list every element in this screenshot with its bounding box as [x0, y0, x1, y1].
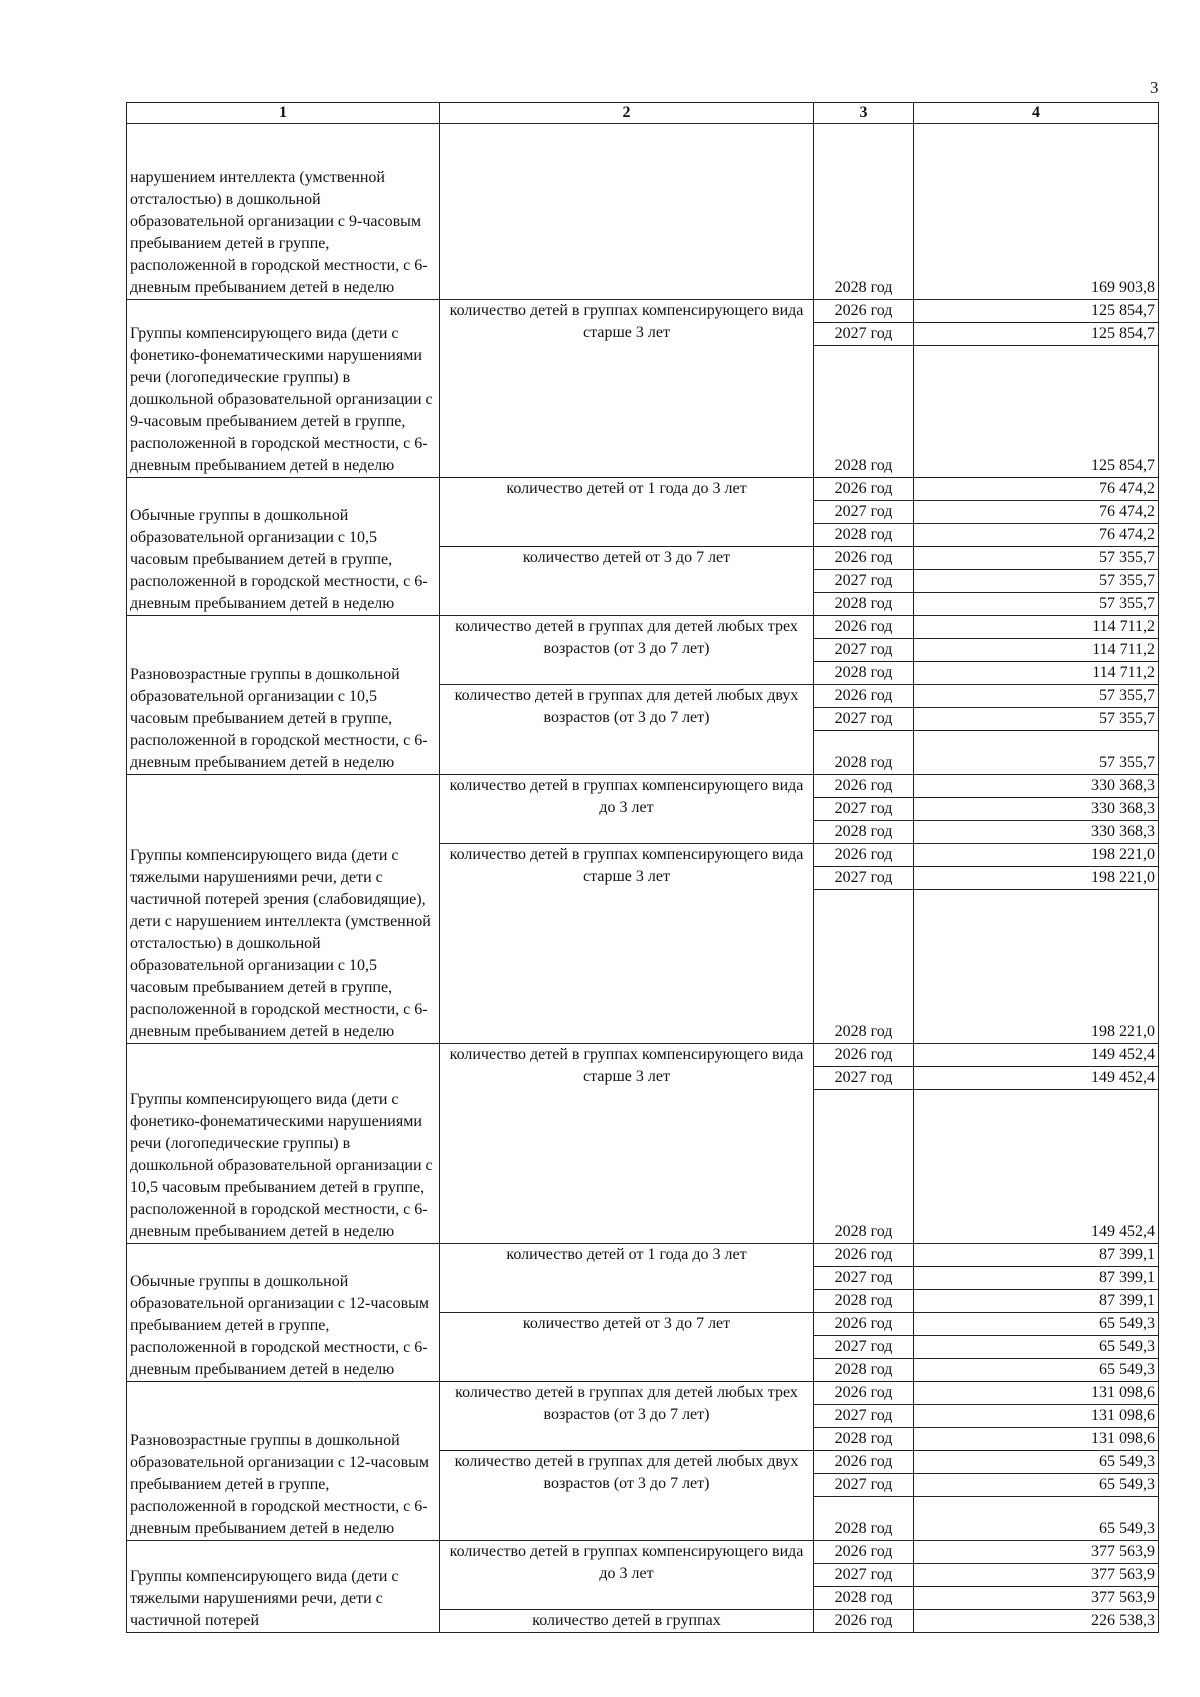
year-cell: 2027 год [814, 1336, 914, 1359]
value-cell: 131 098,6 [914, 1405, 1159, 1428]
year-cell: 2026 год [814, 775, 914, 798]
indicator-description: количество детей в группах компенсирующего вида до 3 лет [440, 775, 814, 844]
year-cell: 2028 год [814, 1090, 914, 1244]
year-cell: 2026 год [814, 685, 914, 708]
value-cell: 57 355,7 [914, 570, 1159, 593]
year-cell: 2028 год [814, 524, 914, 547]
year-cell: 2027 год [814, 1564, 914, 1587]
table-row [127, 478, 1159, 501]
value-cell: 330 368,3 [914, 798, 1159, 821]
year-cell: 2027 год [814, 501, 914, 524]
year-cell: 2026 год [814, 1382, 914, 1405]
group-name: нарушением интеллекта (умственной отсталостью) в дошкольной образовательной организации с 9-часовым пребыванием детей в группе, расположенной в городской местности, с 6-дневным пребыванием детей в неделю [127, 124, 440, 300]
indicator-description: количество детей в группах для детей любых двух возрастов (от 3 до 7 лет) [440, 685, 814, 775]
year-cell: 2028 год [814, 124, 914, 300]
year-cell: 2026 год [814, 1044, 914, 1067]
value-cell: 198 221,0 [914, 867, 1159, 890]
indicator-description: количество детей в группах компенсирующего вида до 3 лет [440, 1541, 814, 1610]
year-cell: 2028 год [814, 346, 914, 478]
group-name: Разновозрастные группы в дошкольной образовательной организации с 10,5 часовым пребыванием детей в группе, расположенной в городской местности, с 6-дневным пребыванием детей в неделю [127, 616, 440, 775]
value-cell: 76 474,2 [914, 501, 1159, 524]
year-cell: 2028 год [814, 890, 914, 1044]
page-number: 3 [1150, 78, 1159, 97]
indicator-description: количество детей от 1 года до 3 лет [440, 478, 814, 547]
group-name: Разновозрастные группы в дошкольной образовательной организации с 12-часовым пребыванием детей в группе, расположенной в городской местности, с 6-дневным пребыванием детей в неделю [127, 1382, 440, 1541]
value-cell: 87 399,1 [914, 1290, 1159, 1313]
year-cell: 2028 год [814, 1497, 914, 1541]
value-cell: 149 452,4 [914, 1090, 1159, 1244]
year-cell: 2027 год [814, 708, 914, 731]
indicator-description: количество детей в группах для детей любых трех возрастов (от 3 до 7 лет) [440, 616, 814, 685]
year-cell: 2028 год [814, 1428, 914, 1451]
value-cell: 57 355,7 [914, 708, 1159, 731]
year-cell: 2027 год [814, 570, 914, 593]
value-cell: 377 563,9 [914, 1541, 1159, 1564]
tariff-table [126, 102, 1159, 1633]
year-cell: 2026 год [814, 300, 914, 323]
table-row [127, 1244, 1159, 1267]
value-cell: 114 711,2 [914, 616, 1159, 639]
value-cell: 65 549,3 [914, 1359, 1159, 1382]
year-cell: 2026 год [814, 547, 914, 570]
year-cell: 2027 год [814, 1405, 914, 1428]
value-cell: 65 549,3 [914, 1451, 1159, 1474]
value-cell: 65 549,3 [914, 1336, 1159, 1359]
indicator-description: количество детей в группах для детей любых трех возрастов (от 3 до 7 лет) [440, 1382, 814, 1451]
value-cell: 125 854,7 [914, 323, 1159, 346]
value-cell: 57 355,7 [914, 685, 1159, 708]
group-name: Группы компенсирующего вида (дети с тяжелыми нарушениями речи, дети с частичной потерей зрения (слабовидящие), дети с нарушением интеллекта (умственной отсталостью) в дошкольной образовательной организации с 10,5 часовым пребыванием детей в группе, расположенной в городской местности, с 6-дневным пребыванием детей в неделю [127, 775, 440, 1044]
value-cell: 125 854,7 [914, 300, 1159, 323]
table-row [127, 775, 1159, 798]
indicator-description [440, 124, 814, 300]
column-header-4: 4 [914, 103, 1159, 124]
year-cell: 2026 год [814, 844, 914, 867]
year-cell: 2027 год [814, 323, 914, 346]
column-number-row [127, 103, 1159, 124]
value-cell: 57 355,7 [914, 593, 1159, 616]
indicator-description: количество детей от 3 до 7 лет [440, 547, 814, 616]
indicator-description: количество детей в группах для детей любых двух возрастов (от 3 до 7 лет) [440, 1451, 814, 1541]
value-cell: 65 549,3 [914, 1497, 1159, 1541]
value-cell: 87 399,1 [914, 1244, 1159, 1267]
year-cell: 2028 год [814, 1359, 914, 1382]
value-cell: 57 355,7 [914, 731, 1159, 775]
value-cell: 65 549,3 [914, 1474, 1159, 1497]
group-name: Группы компенсирующего вида (дети с тяжелыми нарушениями речи, дети с частичной потерей [127, 1541, 440, 1633]
value-cell: 114 711,2 [914, 639, 1159, 662]
value-cell: 76 474,2 [914, 524, 1159, 547]
year-cell: 2027 год [814, 1067, 914, 1090]
value-cell: 198 221,0 [914, 844, 1159, 867]
year-cell: 2028 год [814, 662, 914, 685]
value-cell: 169 903,8 [914, 124, 1159, 300]
year-cell: 2028 год [814, 821, 914, 844]
table-row [127, 1382, 1159, 1405]
year-cell: 2026 год [814, 1313, 914, 1336]
year-cell: 2027 год [814, 1267, 914, 1290]
value-cell: 330 368,3 [914, 821, 1159, 844]
value-cell: 125 854,7 [914, 346, 1159, 478]
year-cell: 2028 год [814, 1587, 914, 1610]
value-cell: 114 711,2 [914, 662, 1159, 685]
indicator-description: количество детей в группах компенсирующего вида старше 3 лет [440, 1044, 814, 1244]
group-name: Группы компенсирующего вида (дети с фонетико-фонематическими нарушениями речи (логопедические группы) в дошкольной образовательной организации с 9-часовым пребыванием детей в группе, расположенной в городской местности, с 6-дневным пребыванием детей в неделю [127, 300, 440, 478]
column-header-3: 3 [814, 103, 914, 124]
year-cell: 2026 год [814, 1541, 914, 1564]
table-row [127, 124, 1159, 300]
year-cell: 2028 год [814, 1290, 914, 1313]
table-row [127, 616, 1159, 639]
table-row [127, 300, 1159, 323]
column-header-1: 1 [127, 103, 440, 124]
year-cell: 2028 год [814, 731, 914, 775]
year-cell: 2026 год [814, 616, 914, 639]
group-name: Обычные группы в дошкольной образовательной организации с 10,5 часовым пребыванием детей в группе, расположенной в городской местности, с 6-дневным пребыванием детей в неделю [127, 478, 440, 616]
value-cell: 377 563,9 [914, 1587, 1159, 1610]
group-name: Группы компенсирующего вида (дети с фонетико-фонематическими нарушениями речи (логопедические группы) в дошкольной образовательной организации с 10,5 часовым пребыванием детей в группе, расположенной в городской местности, с 6-дневным пребыванием детей в неделю [127, 1044, 440, 1244]
year-cell: 2026 год [814, 478, 914, 501]
table-row [127, 1044, 1159, 1067]
value-cell: 57 355,7 [914, 547, 1159, 570]
year-cell: 2026 год [814, 1244, 914, 1267]
value-cell: 149 452,4 [914, 1044, 1159, 1067]
year-cell: 2027 год [814, 639, 914, 662]
value-cell: 131 098,6 [914, 1382, 1159, 1405]
value-cell: 226 538,3 [914, 1610, 1159, 1633]
year-cell: 2027 год [814, 867, 914, 890]
value-cell: 131 098,6 [914, 1428, 1159, 1451]
value-cell: 76 474,2 [914, 478, 1159, 501]
group-name: Обычные группы в дошкольной образовательной организации с 12-часовым пребыванием детей в группе, расположенной в городской местности, с 6-дневным пребыванием детей в неделю [127, 1244, 440, 1382]
value-cell: 149 452,4 [914, 1067, 1159, 1090]
year-cell: 2026 год [814, 1451, 914, 1474]
value-cell: 198 221,0 [914, 890, 1159, 1044]
indicator-description: количество детей в группах компенсирующего вида старше 3 лет [440, 844, 814, 1044]
year-cell: 2028 год [814, 593, 914, 616]
value-cell: 87 399,1 [914, 1267, 1159, 1290]
value-cell: 330 368,3 [914, 775, 1159, 798]
indicator-description: количество детей от 1 года до 3 лет [440, 1244, 814, 1313]
indicator-description: количество детей от 3 до 7 лет [440, 1313, 814, 1382]
year-cell: 2027 год [814, 1474, 914, 1497]
year-cell: 2026 год [814, 1610, 914, 1633]
indicator-description: количество детей в группах [440, 1610, 814, 1633]
table-body [127, 124, 1159, 1633]
year-cell: 2027 год [814, 798, 914, 821]
indicator-description: количество детей в группах компенсирующего вида старше 3 лет [440, 300, 814, 478]
value-cell: 65 549,3 [914, 1313, 1159, 1336]
table-row [127, 1541, 1159, 1564]
value-cell: 377 563,9 [914, 1564, 1159, 1587]
column-header-2: 2 [440, 103, 814, 124]
